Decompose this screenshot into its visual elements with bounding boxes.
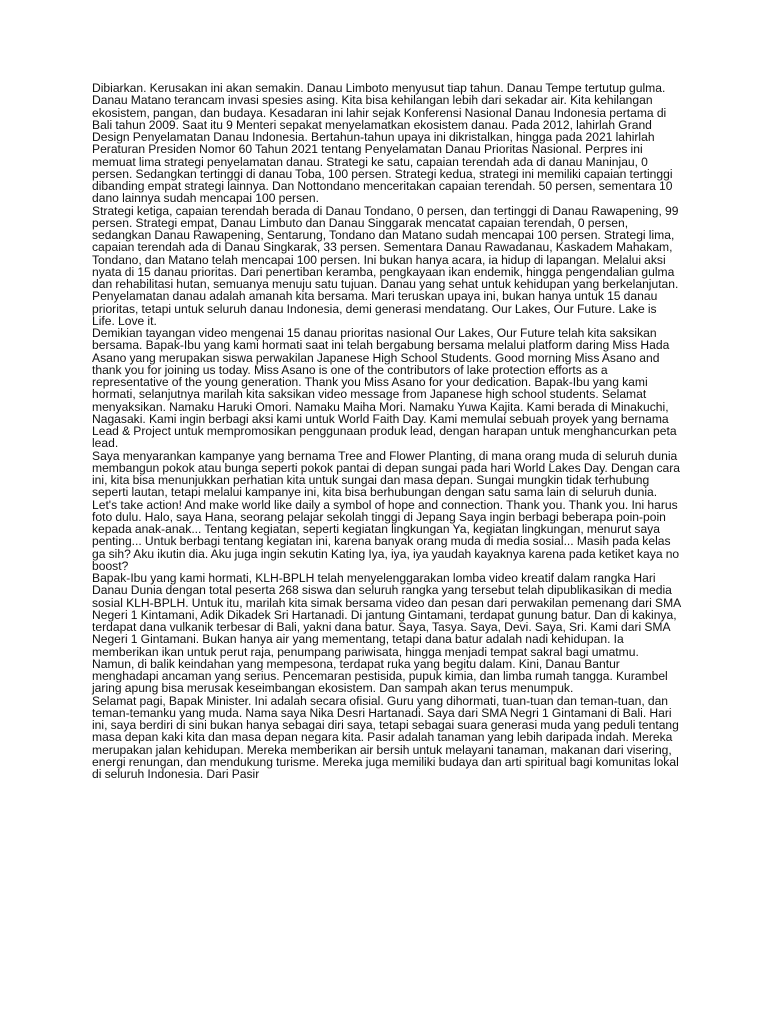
document-page [92, 82, 682, 780]
paragraph-3: Demikian tayangan video mengenai 15 danau prioritas nasional Our Lakes, Our Future telah kita saksikan bersama. Bapak-Ibu yang kami hormati saat ini telah bergabung bersama melalui platform daring Miss Hada Asano yang merupakan siswa perwakilan Japanese High School Students. Good morning Miss Asano and thank you for joining us today. Miss Asano is one of the contributors of lake protection efforts as a representative of the young generation. Thank you Miss Asano for your dedication. Bapak-Ibu yang kami hormati, selanjutnya marilah kita saksikan video message from Japanese high school students. Selamat menyaksikan. Namaku Haruki Omori. Namaku Maiha Mori. Namaku Yuwa Kajita. Kami berada di Minakuchi, Nagasaki. Kami ingin berbagi aksi kami untuk World Faith Day. Kami memulai sebuah proyek yang bernama Lead & Project untuk mempromosikan penggunaan produk lead, dengan harapan untuk menghancurkan peta lead. [92, 326, 677, 451]
paragraph-5: Bapak-Ibu yang kami hormati, KLH-BPLH telah menyelenggarakan lomba video kreatif dalam rangka Hari Danau Dunia dengan total peserta 268 siswa dan seluruh rangka yang tersebut telah dipublikasikan di media sosial KLH-BPLH. Untuk itu, marilah kita simak bersama video dan pesan dari perwakilan pemenang dari SMA Negeri 1 Kintamani, Adik Dikadek Sri Hartanadi. Di jantung Gintamani, terdapat gunung batur. Dan di kakinya, terdapat dana vulkanik terbesar di Bali, yakni dana batur. Saya, Tasya. Saya, Devi. Saya, Sri. Kami dari SMA Negeri 1 Gintamani. Bukan hanya air yang mementang, tetapi dana batur adalah nadi kehidupan. Ia memberikan ikan untuk perut raja, penumpang pariwisata, hingga menjadi tempat sakral bagi umatmu. Namun, di balik keindahan yang mempesona, terdapat ruka yang begitu dalam. Kini, Danau Bantur menghadapi ancaman yang serius. Pencemaran pestisida, pupuk kimia, dan limba rumah tangga. Kurambel jaring apung bisa merusak keseimbangan ekosistem. Dan sampah akan terus menumpuk. [92, 571, 681, 696]
paragraph-2: Strategi ketiga, capaian terendah berada di Danau Tondano, 0 persen, dan tertinggi di Danau Rawapening, 99 persen. Strategi empat, Danau Limbuto dan Danau Singgarak mencatat capaian terendah, 0 persen, sedangkan Danau Rawapening, Sentarung, Tondano dan Matano sudah mencapai 100 persen. Strategi lima, capaian terendah ada di Danau Singkarak, 33 persen. Sementara Danau Rawadanau, Kaskadem Mahakam, Tondano, dan Matano telah mencapai 100 persen. Ini bukan hanya acara, ia hidup di lapangan. Melalui aksi nyata di 15 danau prioritas. Dari penertiban keramba, pengkayaan ikan endemik, hingga pengendalian gulma dan rehabilitasi hutan, semuanya menuju satu tujuan. Danau yang sehat untuk kehidupan yang berkelanjutan. Penyelamatan danau adalah amanah kita bersama. Mari teruskan upaya ini, bukan hanya untuk 15 danau prioritas, tetapi untuk seluruh danau Indonesia, demi generasi mendatang. Our Lakes, Our Future. Lake is Life. Love it. [92, 203, 679, 328]
paragraph-1: Dibiarkan. Kerusakan ini akan semakin. Danau Limboto menyusut tiap tahun. Danau Tempe tertutup gulma. Danau Matano terancam invasi spesies asing. Kita bisa kehilangan lebih dari sekadar air. Kita kehilangan ekosistem, pangan, dan budaya. Kesadaran ini lahir sejak Konferensi Nasional Danau Indonesia pertama di Bali tahun 2009. Saat itu 9 Menteri sepakat menyelamatkan ekosistem danau. Pada 2012, lahirlah Grand Design Penyelamatan Danau Indonesia. Bertahun-tahun upaya ini dikristalkan, hingga pada 2021 lahirlah Peraturan Presiden Nomor 60 Tahun 2021 tentang Penyelamatan Danau Prioritas Nasional. Perpres ini memuat lima strategi penyelamatan danau. Strategi ke satu, capaian terendah ada di danau Maninjau, 0 persen. Sedangkan tertinggi di danau Toba, 100 persen. Strategi kedua, strategi ini memiliki capaian tertinggi dibanding empat strategi lainnya. Dan Nottondano menceritakan capaian terendah. 50 persen, sementara 10 dano lainnya sudah mencapai 100 persen. [92, 81, 673, 206]
paragraph-4: Saya menyarankan kampanye yang bernama Tree and Flower Planting, di mana orang muda di seluruh dunia membangun pokok atau bunga seperti pokok pantai di depan sungai pada hari World Lakes Day. Dengan cara ini, kita bisa menunjukkan perhatian kita untuk sungai dan masa depan. Sungai mungkin tidak terhubung seperti lautan, tetapi melalui kampanye ini, kita bisa berhubungan dengan satu sama lain di seluruh dunia. Let's take action! And make world like daily a symbol of hope and connection. Thank you. Thank you. Ini harus foto dulu. Halo, saya Hana, seorang pelajar sekolah tinggi di Jepang Saya ingin berbagi beberapa poin-poin kepada anak-anak... Tentang kegiatan, seperti kegiatan lingkungan Ya, kegiatan lingkungan, menurut saya penting... Untuk berbagi tentang kegiatan ini, karena banyak orang muda di media sosial... Masih pada kelas ga sih? Aku ikutin dia. Aku juga ingin sekutin Kating Iya, iya, iya yaudah kayaknya karena pada ketiket kaya no boost? [92, 448, 680, 573]
paragraph-6: Selamat pagi, Bapak Minister. Ini adalah secara ofisial. Guru yang dihormati, tuan-tuan dan teman-tuan, dan teman-temanku yang muda. Nama saya Nika Desri Hartanadi. Saya dari SMA Negri 1 Gintamani di Bali. Hari ini, saya berdiri di sini bukan hanya sebagai diri saya, tetapi sebagai suara generasi muda yang peduli tentang masa depan kaki kita dan masa depan negara kita. Pasir adalah tanaman yang lebih daripada indah. Mereka merupakan jalan kehidupan. Mereka memberikan air bersih untuk melayani tanaman, makanan dari visering, energi renungan, dan mendukung turisme. Mereka juga memiliki budaya dan arti spiritual bagi komunitas lokal di seluruh Indonesia. Dari Pasir [92, 693, 679, 781]
